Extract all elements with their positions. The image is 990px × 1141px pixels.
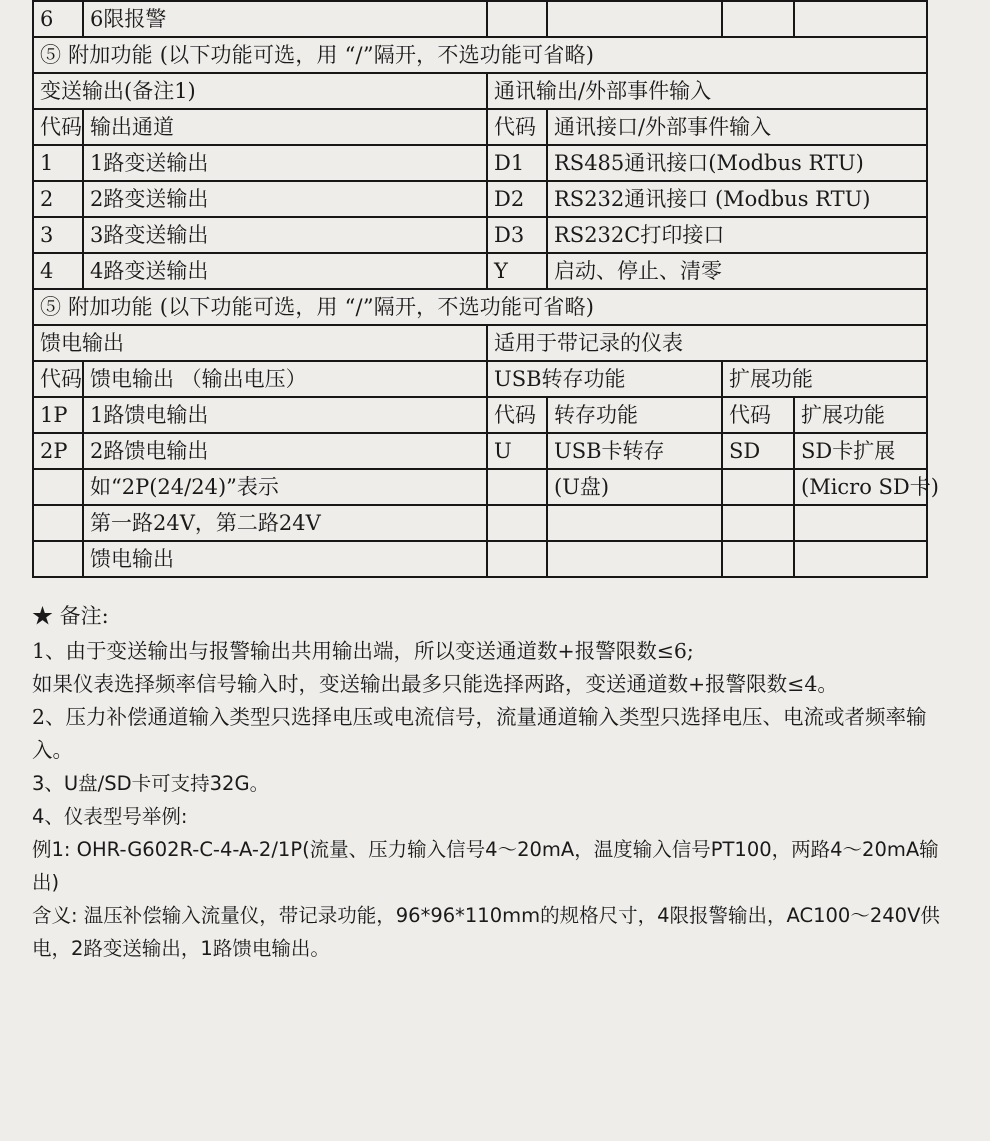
table-row (33, 181, 927, 217)
cell-label: USB卡转存 (547, 433, 722, 469)
cell-right-code-header: 代码 (487, 109, 547, 145)
note-3: 3、U盘/SD卡可支持32G。 (32, 772, 270, 795)
cell-empty (722, 505, 794, 541)
cell-label: RS232通讯接口 (Modbus RTU) (547, 181, 927, 217)
cell-label: SD卡扩展 (794, 433, 927, 469)
cell-feed-name-header: 馈电输出 （输出电压） (83, 361, 487, 397)
cell-transmit-output-title: 变送输出(备注1) (33, 73, 487, 109)
cell-right-name-header: 通讯接口/外部事件输入 (547, 109, 927, 145)
cell-code: 3 (33, 217, 83, 253)
cell-empty (33, 541, 83, 577)
cell-label: (Micro SD卡) (794, 469, 927, 505)
cell-label: 馈电输出 (83, 541, 487, 577)
cell-label: 第一路24V，第二路24V (83, 505, 487, 541)
notes-section (32, 600, 958, 965)
cell-ext-code-header: 代码 (722, 397, 794, 433)
cell-label: 4路变送输出 (83, 253, 487, 289)
cell-comm-output-title: 通讯输出/外部事件输入 (487, 73, 927, 109)
cell-label: 1路变送输出 (83, 145, 487, 181)
cell-code: Y (487, 253, 547, 289)
cell-code-6: 6 (33, 1, 83, 37)
cell-empty (722, 541, 794, 577)
table-row (33, 541, 927, 577)
cell-empty (794, 541, 927, 577)
cell-label: (U盘) (547, 469, 722, 505)
table-row (33, 289, 927, 325)
cell-label: 3路变送输出 (83, 217, 487, 253)
cell-empty (487, 541, 547, 577)
cell-usb-name-header: 转存功能 (547, 397, 722, 433)
cell-empty (722, 1, 794, 37)
cell-empty (722, 469, 794, 505)
cell-code: 1 (33, 145, 83, 181)
cell-code: D3 (487, 217, 547, 253)
cell-ext-title: 扩展功能 (722, 361, 927, 397)
table-row (33, 469, 927, 505)
note-example-1-meaning: 含义: 温压补偿输入流量仪，带记录功能，96*96*110mm的规格尺寸，4限报警输出，AC100～240V供电，2路变送输出，1路馈电输出。 (32, 904, 940, 960)
cell-empty (547, 1, 722, 37)
cell-empty (33, 469, 83, 505)
cell-label-6: 6限报警 (83, 1, 487, 37)
cell-code: D2 (487, 181, 547, 217)
cell-label: 1路馈电输出 (83, 397, 487, 433)
cell-label: RS232C打印接口 (547, 217, 927, 253)
cell-label: RS485通讯接口(Modbus RTU) (547, 145, 927, 181)
table-row (33, 505, 927, 541)
table-row (33, 253, 927, 289)
note-1-line-1: 1、由于变送输出与报警输出共用输出端，所以变送通道数+报警限数≤6; (32, 639, 694, 663)
table-row (33, 361, 927, 397)
cell-left-name-header: 输出通道 (83, 109, 487, 145)
cell-code: U (487, 433, 547, 469)
cell-usb-code-header: 代码 (487, 397, 547, 433)
cell-label: 2路变送输出 (83, 181, 487, 217)
cell-code: SD (722, 433, 794, 469)
cell-code: 2P (33, 433, 83, 469)
cell-recorder-applicable-title: 适用于带记录的仪表 (487, 325, 927, 361)
cell-empty (487, 469, 547, 505)
note-example-1: 例1: OHR-G602R-C-4-A-2/1P(流量、压力输入信号4～20mA，温度输入信号PT100，两路4～20mA输出) (32, 838, 939, 894)
cell-label: 启动、停止、清零 (547, 253, 927, 289)
cell-empty (33, 505, 83, 541)
notes-title: ★ 备注: (32, 604, 109, 628)
specification-table (32, 0, 939, 578)
section-header-additional-functions-2: ⑤ 附加功能 (以下功能可选，用 “/”隔开，不选功能可省略) (33, 289, 927, 325)
cell-ext-name-header: 扩展功能 (794, 397, 927, 433)
cell-empty (794, 1, 927, 37)
table-row (33, 145, 927, 181)
cell-feed-code-header: 代码 (33, 361, 83, 397)
table-row (33, 37, 927, 73)
table-row (33, 217, 927, 253)
cell-label: 2路馈电输出 (83, 433, 487, 469)
table-row (33, 109, 927, 145)
cell-empty (547, 541, 722, 577)
section-header-additional-functions-1: ⑤ 附加功能 (以下功能可选，用 “/”隔开，不选功能可省略) (33, 37, 927, 73)
note-4: 4、仪表型号举例: (32, 805, 188, 828)
table-row (33, 397, 927, 433)
cell-label: 如“2P(24/24)”表示 (83, 469, 487, 505)
cell-empty (794, 505, 927, 541)
table-row (33, 73, 927, 109)
table-row (33, 433, 927, 469)
cell-usb-title: USB转存功能 (487, 361, 722, 397)
cell-code: 2 (33, 181, 83, 217)
cell-feed-output-title: 馈电输出 (33, 325, 487, 361)
table-row (33, 325, 927, 361)
cell-code: 1P (33, 397, 83, 433)
note-2: 2、压力补偿通道输入类型只选择电压或电流信号，流量通道输入类型只选择电压、电流或者频率输入。 (32, 705, 927, 762)
table-row (33, 1, 927, 37)
cell-code: 4 (33, 253, 83, 289)
cell-empty (547, 505, 722, 541)
cell-code: D1 (487, 145, 547, 181)
note-1-line-2: 如果仪表选择频率信号输入时，变送输出最多只能选择两路，变送通道数+报警限数≤4。 (32, 672, 838, 696)
cell-empty (487, 505, 547, 541)
cell-empty (487, 1, 547, 37)
cell-left-code-header: 代码 (33, 109, 83, 145)
